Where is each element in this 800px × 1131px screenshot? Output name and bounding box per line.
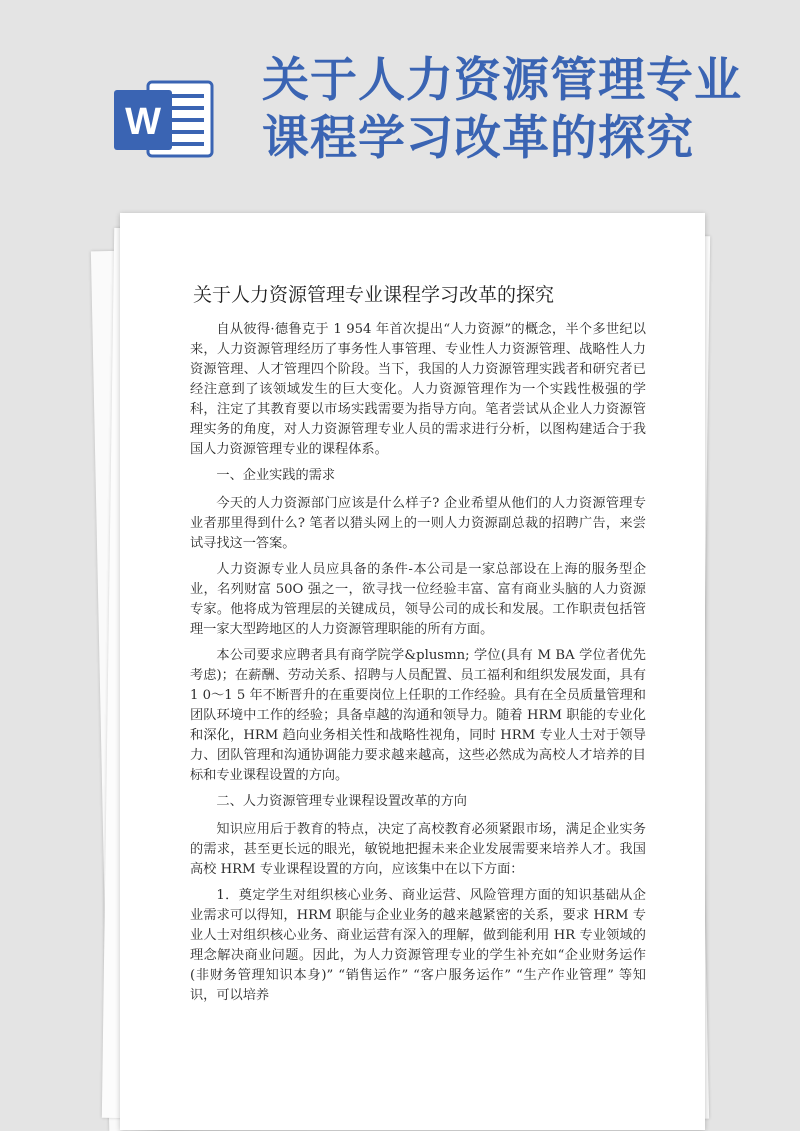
svg-text:W: W (125, 101, 161, 143)
paragraph: 1．奠定学生对组织核心业务、商业运营、风险管理方面的知识基础从企业需求可以得知，HRM 职能与企业业务的越来越紧密的关系，要求 HRM 专业人士对组织核心业务、商业运营有深入的理解，做到能利用 HR 专业领域的理念解决商业问题。因此，为人力资源管理专业的学生补充如“企业财务运作(非财务管理知识本身)” “销售运作” “客户服务运作” “生产作业管理” 等知识，可以培养 (190, 888, 646, 1003)
header-title (262, 52, 782, 168)
paragraph: 人力资源专业人员应具备的条件-本公司是一家总部设在上海的服务型企业，名列财富 50O 强之一，欲寻找一位经验丰富、富有商业头脑的人力资源专家。他将成为管理层的关键成员，领导公司的成长和发展。工作职责包括管理一家大型跨地区的人力资源管理职能的所有方面。 (190, 562, 646, 637)
word-document-icon (110, 76, 220, 162)
paragraph: 自从彼得·德鲁克于 1 954 年首次提出“人力资源”的概念，半个多世纪以来，人力资源管理经历了事务性人事管理、专业性人力资源管理、战略性人力资源管理、人才管理四个阶段。当下，我国的人力资源管理实践者和研究者已经注意到了该领域发生的巨大变化。人力资源管理作为一个实践性极强的学科，注定了其教育要以市场实践需要为指导方向。笔者尝试从企业人力资源管理实务的角度，对人力资源管理专业人员的需求进行分析，以图构建适合于我国人力资源管理专业的课程体系。 (190, 322, 646, 457)
section-heading: 一、企业实践的需求 (216, 468, 336, 483)
header-title-line1: 关于人力资源管理专业 (262, 53, 742, 108)
document-title: 关于人力资源管理专业课程学习改革的探究 (193, 284, 555, 306)
section-heading: 二、人力资源管理专业课程设置改革的方向 (216, 794, 467, 809)
header-title-line2: 课程学习改革的探究 (262, 111, 694, 166)
paragraph: 知识应用后于教育的特点，决定了高校教育必须紧跟市场，满足企业实务的需求，甚至更长远的眼光，敏锐地把握未来企业发展需要来培养人才。我国高校 HRM 专业课程设置的方向，应该集中在以下方面： (190, 822, 646, 877)
document-body (190, 320, 646, 1012)
header-banner (0, 0, 800, 200)
paragraph: 本公司要求应聘者具有商学院学&plusmn; 学位(具有 M BA 学位者优先考虑)；在薪酬、劳动关系、招聘与人员配置、员工福利和组织发展发面，具有 1 0～1 5 年不断晋升的在重要岗位上任职的工作经验。具有在全员质量管理和团队环境中工作的经验；具备卓越的沟通和领导力。随着 HRM 职能的专业化和深化，HRM 趋向业务相关性和战略性视角，同时 HRM 专业人士对于领导力、团队管理和沟通协调能力要求越来越高，这些必然成为高校人才培养的目标和专业课程设置的方向。 (190, 648, 646, 783)
paragraph: 今天的人力资源部门应该是什么样子? 企业希望从他们的人力资源管理专业者那里得到什么? 笔者以猎头网上的一则人力资源副总裁的招聘广告，来尝试寻找这一答案。 (190, 496, 646, 551)
